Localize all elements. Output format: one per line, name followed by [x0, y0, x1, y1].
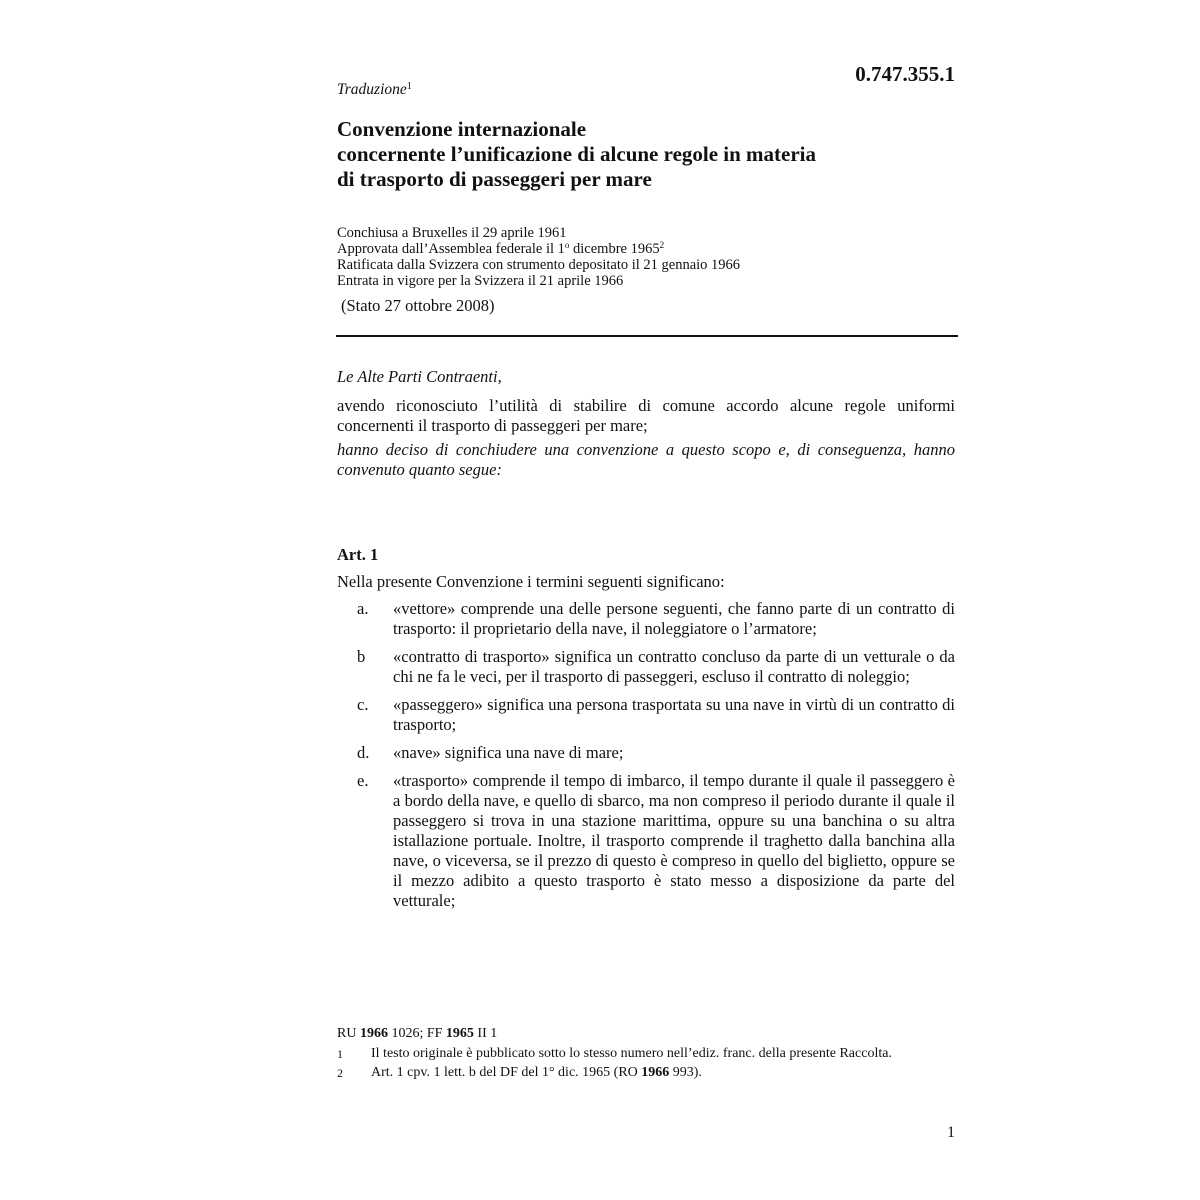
- footnote-text: Il testo originale è pubblicato sotto lo stesso numero nell’ediz. franc. della presente Raccolta.: [371, 1046, 892, 1061]
- title-line-2: concernente l’unificazione di alcune regole in materia: [337, 142, 817, 166]
- footnote-ref-1[interactable]: 1: [406, 81, 412, 92]
- footnotes: [337, 1026, 917, 1081]
- footnote-text-year: 1966: [641, 1065, 670, 1080]
- footnote-ref-2[interactable]: 2: [659, 240, 665, 250]
- definition-item: [337, 743, 955, 763]
- title-line-1: Convenzione internazionale: [337, 117, 587, 141]
- header-divider: [336, 335, 958, 337]
- ru-page: 1026; FF: [387, 1026, 446, 1041]
- footnote-text-start: Art. 1 cpv. 1 lett. b del DF del 1° dic. 1965 (RO: [371, 1065, 642, 1080]
- item-text: «contratto di trasporto» significa un contratto concluso da parte di un vetturale o da chi ne fa le veci, per il trasporto di passeggeri, escluso il contratto di noleggio;: [393, 647, 955, 686]
- ff-year: 1965: [445, 1026, 474, 1041]
- preamble-parties: Le Alte Parti Contraenti,: [337, 367, 502, 386]
- definitions-list: [337, 599, 955, 911]
- status-date: (Stato 27 ottobre 2008): [341, 296, 495, 315]
- footnote-text-end: 993).: [669, 1065, 702, 1080]
- translation-text: Traduzione: [337, 81, 407, 98]
- footnote-number: 2: [337, 1066, 343, 1080]
- page-number: 1: [947, 1124, 955, 1141]
- item-text: «vettore» comprende una delle persone seguenti, che fanno parte di un contratto di trasporto: il proprietario della nave, il noleggiatore o l’armatore;: [393, 599, 955, 638]
- approved-text-end: dicembre 1965: [569, 241, 660, 257]
- item-label: a.: [357, 599, 369, 618]
- ff-rest: II 1: [473, 1026, 498, 1041]
- in-force-date: Entrata in vigore per la Svizzera il 21 aprile 1966: [337, 273, 624, 289]
- item-text: «nave» significa una nave di mare;: [393, 743, 624, 762]
- title-line-3: di trasporto di passeggeri per mare: [337, 167, 652, 191]
- definition-item: [337, 599, 955, 639]
- ru-label: RU: [337, 1026, 360, 1041]
- ratified-date: Ratificata dalla Svizzera con strumento depositato il 21 gennaio 1966: [337, 257, 741, 273]
- preamble-decision: hanno deciso di conchiudere una convenzione a questo scopo e, di conseguenza, hanno convenuto quanto segue:: [337, 440, 955, 479]
- approved-date: [337, 241, 740, 257]
- footnote-text: [371, 1065, 917, 1081]
- article-1-intro: Nella presente Convenzione i termini seguenti significano:: [337, 572, 725, 591]
- ordinal-sup: o: [564, 240, 570, 250]
- document-number: 0.747.355.1: [855, 62, 955, 86]
- definition-item: [337, 647, 955, 687]
- dates-block: [337, 225, 740, 289]
- concluded-date: Conchiusa a Bruxelles il 29 aprile 1961: [337, 225, 567, 241]
- document-body: [337, 367, 955, 911]
- item-label: b: [357, 647, 366, 666]
- footnote-2: [337, 1065, 917, 1081]
- article-1-heading: Art. 1: [337, 545, 379, 564]
- approved-text: Approvata dall’Assemblea federale il 1: [337, 241, 565, 257]
- footnote-number: 1: [337, 1047, 343, 1061]
- footnote-1: [337, 1046, 917, 1062]
- definition-item: [337, 771, 955, 911]
- item-text: «trasporto» comprende il tempo di imbarco, il tempo durante il quale il passeggero è a bordo della nave, e quello di sbarco, ma non compreso il periodo durante il quale il passeggero si trova in una stazione marittima, oppure su una banchina o su altra istallazione portuale. Inoltre, il trasporto comprende il traghetto dalla banchina alla nave, o viceversa, se il prezzo di questo è compreso in quello del biglietto, oppure se il mezzo adibito a questo trasporto è stato messo a disposizione da parte del vetturale;: [393, 771, 955, 910]
- ru-year: 1966: [359, 1026, 388, 1041]
- source-reference: [337, 1026, 917, 1042]
- translation-label: [337, 80, 412, 100]
- item-label: c.: [357, 695, 369, 714]
- item-label: d.: [357, 743, 370, 762]
- definition-item: [337, 695, 955, 735]
- preamble-recital: avendo riconosciuto l’utilità di stabilire di comune accordo alcune regole uniformi concernenti il trasporto di passeggeri per mare;: [337, 396, 955, 435]
- document-title: [337, 117, 957, 192]
- item-text: «passeggero» significa una persona trasportata su una nave in virtù di un contratto di trasporto;: [393, 695, 955, 734]
- item-label: e.: [357, 771, 369, 790]
